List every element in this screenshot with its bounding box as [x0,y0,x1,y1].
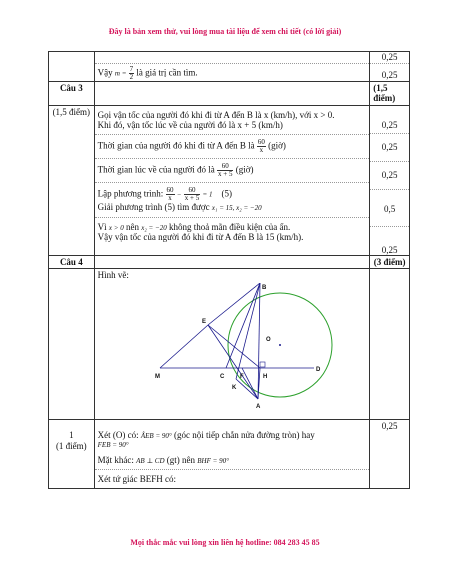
score: 0,25 [370,420,410,489]
question-label: Câu 3 [49,82,95,106]
question-points: (3 điểm) [370,256,410,269]
score: 0,25 [381,52,398,62]
score: 0,5 [383,203,396,214]
math-solution: x₁ = 15, x₂ = −20 [211,204,262,213]
hotline-banner: Mọi thắc mắc vui lòng xin liên hệ hotline: 084 283 45 85 [130,538,320,547]
geometry-figure [132,283,362,411]
label-a: A [255,403,260,410]
text-line: Vậy vận tốc của người đó khi đi từ A đến B là 15 (km/h). [97,232,304,243]
part-number: 1 [69,430,74,441]
label-b: B [261,284,266,291]
table-row [49,269,410,420]
text-vay: Vậy [97,67,113,78]
table-row: 1 (1 điểm) Xét (O) có: ÂEB = 90° (góc nội tiếp chắn nửa đường tròn) hay FEB = 90° Mặt khác: AB ⊥ CD (gt) nên BHF = 90° Xét tứ giác BEFH có: 0,25 [49,420,410,489]
fraction-m: $\frac{7}{2}$ [129,65,134,81]
text-line: Thời gian của người đó khi đi từ A đến B là [97,140,255,151]
part-points: (1 điểm) [55,440,87,451]
fraction: $\frac{60}{x}$ [257,138,265,155]
label-h: H [262,373,267,380]
score: 0,25 [381,141,398,152]
table-row: (1,5 điểm) Gọi vận tốc của người đó khi đi từ A đến B là x (km/h), với x > 0. Khi đó, vận tốc lúc về của người đó là x + 5 (km/h) Thời gian của người đó khi đi từ A đến B là $\frac{60}{x}$ (giờ) Thời gian lúc về của người đó là $\frac{60}{x + 5}$ (giờ) Lập phương trình: $\frac{60}{x}$ − $\frac{60}{x + 5}$ = 1 (5) Giải phương trình (5) tìm được x₁ = 15, x₂ = −20 Vì x > 0 nên x₂ = −20 không thoả mãn điều kiện của ẩn. Vậy vận tốc của người đó khi đi từ A đến B là 15 (km/h). 0,25 0,25 0,25 0,5 0,25 [49,105,410,255]
solution-table [48,51,410,489]
table-row [49,52,410,82]
text-line: Gọi vận tốc của người đó khi đi từ A đến B là x (km/h), với x > 0. [97,109,335,120]
label-k: K [231,384,236,391]
fraction: $\frac{60}{x + 5}$ [184,186,200,203]
figure-caption: Hình vẽ: [97,270,129,281]
table-row [49,82,410,106]
score: 0,25 [381,70,398,80]
label-f: F [239,373,244,380]
label-m: M [154,373,160,380]
label-c: C [219,373,224,380]
math-m: m = [114,69,127,78]
label-e: E [201,318,206,325]
score: 0,25 [381,169,398,180]
text-line: Khi đó, vận tốc lúc về của người đó là x + 5 (km/h) [97,120,283,131]
text-line: Xét tứ giác BEFH có: [97,474,177,485]
score: 0,25 [381,244,398,255]
part-points: (1,5 điểm) [49,105,95,255]
fraction: $\frac{60}{x}$ [166,186,174,203]
text-line: Thời gian lúc về của người đó là [97,164,215,175]
score: 0,25 [381,119,398,130]
question-label: Câu 4 [49,256,95,269]
text-vay-suffix: là giá trị cần tìm. [136,67,198,78]
preview-banner: Đây là bản xem thử, vui lòng mua tài liệu để xem chi tiết (có lời giải) [108,27,342,36]
label-o: O [265,336,271,343]
text-line: Lập phương trình: [97,188,164,199]
fraction: $\frac{60}{x + 5}$ [218,162,233,179]
text-line: Giải phương trình (5) tìm được [97,202,210,213]
table-row [49,256,410,269]
question-points: (1,5 điểm) [370,82,410,106]
label-d: D [315,366,320,373]
